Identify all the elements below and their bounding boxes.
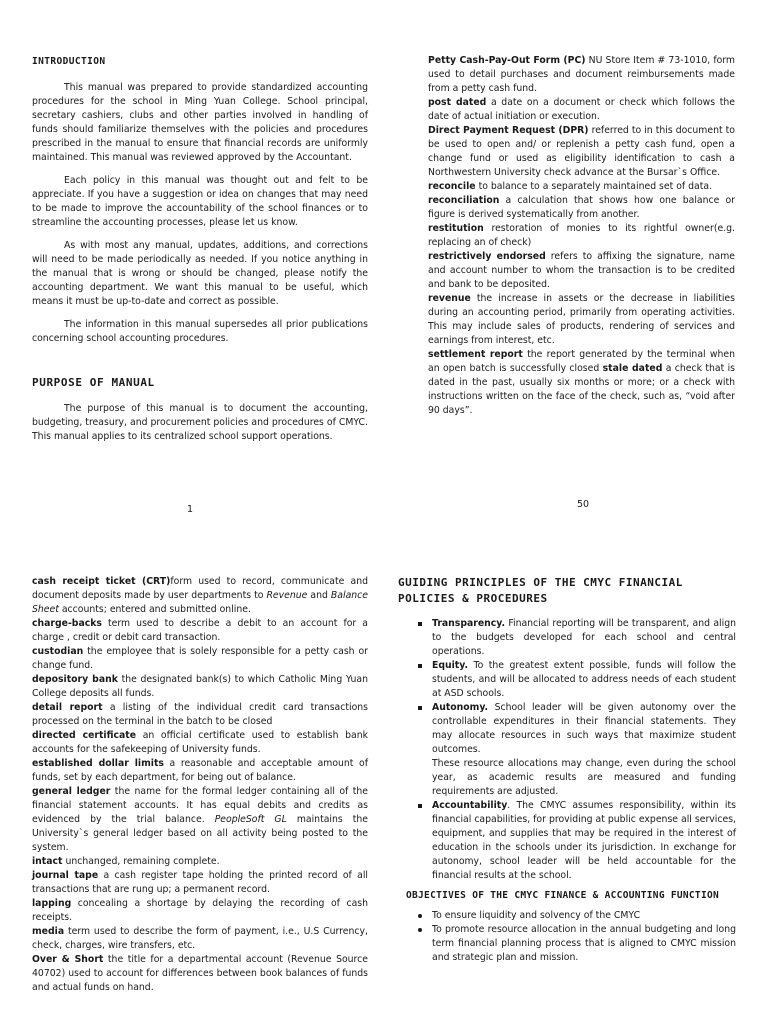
intro-paragraph-4: The information in this manual supersedes all prior publications concerning school accounting procedures. bbox=[32, 319, 368, 344]
glossary-term: restrictively endorsed bbox=[428, 251, 546, 262]
glossary-entry: revenue the increase in assets or the decrease in liabilities during an accounting period, primarily from operating activities. This may include sales of products, rendering of services and earnings from interest, etc. bbox=[428, 293, 735, 346]
glossary-term: detail report bbox=[32, 702, 103, 713]
intro-paragraph-3: As with most any manual, updates, additions, and corrections will need to be made periodically as needed. If you notice anything in the manual that is wrong or should be changed, please notify the accounting department. We want this manual to be useful, which means it must be up-to-date and correct as possible. bbox=[32, 240, 368, 307]
glossary-entry: cash receipt ticket (CRT)form used to record, communicate and document deposits made by user departments to Revenue and Balance Sheet accounts; entered and submitted online. bbox=[32, 576, 368, 615]
glossary-entry: charge-backs term used to describe a debit to an account for a charge , credit or debit card transaction. bbox=[32, 618, 368, 643]
glossary-term: journal tape bbox=[32, 870, 99, 881]
glossary-entry: media term used to describe the form of payment, i.e., U.S Currency, check, charges, wire transfers, etc. bbox=[32, 926, 368, 951]
list-item: Autonomy. School leader will be given autonomy over the controllable expenditures in their financial statements. They may allocate resources in such ways that maximize student outcomes. These resource allocations may change, even during the school year, as academic results are measured and funding requirements are adjusted. bbox=[398, 701, 736, 799]
list-item: Equity. To the greatest extent possible, funds will follow the students, and will be allocated to address needs of each student at ASD schools. bbox=[398, 659, 736, 701]
glossary-entry: custodian the employee that is solely responsible for a petty cash or change fund. bbox=[32, 646, 368, 671]
glossary-term: directed certificate bbox=[32, 730, 137, 741]
glossary-entry: intact unchanged, remaining complete. bbox=[32, 856, 220, 867]
glossary-entry: settlement report the report generated by the terminal when an open batch is successfully closed stale dated a check that is dated in the past, usually six months or more; or a check with instructions written on the face of the check, such as, “void after 90 days”. bbox=[428, 349, 735, 416]
guiding-principles-page bbox=[398, 575, 736, 965]
glossary-term: revenue bbox=[428, 293, 471, 304]
glossary-page-2 bbox=[32, 575, 368, 995]
objectives-heading: OBJECTIVES OF THE CMYC FINANCE & ACCOUNTING FUNCTION bbox=[406, 890, 720, 901]
intro-page bbox=[32, 55, 368, 453]
glossary-term: intact bbox=[32, 856, 63, 867]
glossary-entry: reconciliation a calculation that shows how one balance or figure is derived systematically from another. bbox=[428, 195, 735, 220]
glossary-term: custodian bbox=[32, 646, 84, 657]
objectives-list bbox=[398, 909, 736, 965]
glossary-term: Petty Cash-Pay-Out Form (PC) bbox=[428, 55, 586, 66]
glossary-entry: directed certificate an official certificate used to establish bank accounts for the safekeeping of University funds. bbox=[32, 730, 368, 755]
glossary-entry: depository bank the designated bank(s) to which Catholic Ming Yuan College deposits all funds. bbox=[32, 674, 369, 699]
introduction-heading: INTRODUCTION bbox=[32, 56, 106, 67]
glossary-term: restitution bbox=[428, 223, 484, 234]
glossary-entry: lapping concealing a shortage by delaying the recording of cash receipts. bbox=[32, 898, 368, 923]
glossary-entry: post dated a date on a document or check which follows the date of actual initiation or execution. bbox=[428, 97, 735, 122]
list-item: Transparency. Financial reporting will be transparent, and align to the budgets developed for each school and central operations. bbox=[398, 617, 736, 659]
glossary-term: Direct Payment Request (DPR) bbox=[428, 125, 589, 136]
glossary-entry: detail report a listing of the individual credit card transactions processed on the terminal in the batch to be closed bbox=[32, 702, 369, 727]
glossary-term: media bbox=[32, 926, 65, 937]
glossary-entry: restrictively endorsed refers to affixing the signature, name and account number to whom the transaction is to be credited and bank to be deposited. bbox=[428, 251, 735, 290]
glossary-term: charge-backs bbox=[32, 618, 102, 629]
glossary-entry: restitution restoration of monies to its rightful owner(e.g. replacing an of check) bbox=[428, 223, 735, 248]
glossary-term: lapping bbox=[32, 898, 72, 909]
glossary-term: depository bank bbox=[32, 674, 118, 685]
glossary-entry: Petty Cash-Pay-Out Form (PC) NU Store Item # 73-1010, form used to detail purchases and document reimbursements made from a petty cash fund. bbox=[428, 55, 735, 94]
glossary-entry: general ledger the name for the formal ledger containing all of the financial statement accounts. It has equal debits and credits as evidenced by the trial balance. PeopleSoft GL maintains the University`s general ledger based on all activity being posted to the system. bbox=[32, 786, 369, 853]
list-item: Accountability. The CMYC assumes responsibility, within its financial capabilities, for providing at public expense all services, equipment, and supplies that may be required in the interest of education in the schools under its jurisdiction. In exchange for autonomy, school leader will be held accountable for the financial results at the school. bbox=[398, 799, 736, 883]
intro-paragraph-2: Each policy in this manual was thought out and felt to be appreciate. If you have a suggestion or idea on changes that may need to be made to improve the accountability of the school finances or to streamline the accounting processes, please let us know. bbox=[32, 175, 368, 228]
purpose-heading: PURPOSE OF MANUAL bbox=[32, 376, 155, 389]
intro-paragraph-1: This manual was prepared to provide standardized accounting procedures for the school in Ming Yuan College. School principal, secretary cashiers, clubs and other parties involved in handling of funds should familiarize themselves with the policies and procedures prescribed in the manual to ensure that financial records are uniformly maintained. This manual was reviewed approved by the Accountant. bbox=[32, 82, 368, 163]
glossary-entry: established dollar limits a reasonable and acceptable amount of funds, set by each department, for being out of balance. bbox=[32, 758, 368, 783]
glossary-entry: Over & Short the title for a departmental account (Revenue Source 40702) used to account for differences between book balances of funds and actual funds on hand. bbox=[32, 954, 369, 993]
list-item: To promote resource allocation in the annual budgeting and long term financial planning process that is aligned to CMYC mission and strategic plan and mission. bbox=[398, 923, 736, 965]
glossary-term: reconcile bbox=[428, 181, 476, 192]
glossary-term: Over & Short bbox=[32, 954, 104, 965]
glossary-term: general ledger bbox=[32, 786, 111, 797]
glossary-entry: reconcile to balance to a separately maintained set of data. bbox=[428, 181, 713, 192]
page-number-1: 1 bbox=[187, 504, 194, 515]
guiding-principles-list bbox=[398, 617, 736, 883]
glossary-entry: journal tape a cash register tape holding the printed record of all transactions that are rung up; a permanent record. bbox=[32, 870, 369, 895]
list-item: To ensure liquidity and solvency of the CMYC bbox=[398, 909, 736, 923]
guiding-principles-heading: GUIDING PRINCIPLES OF THE CMYC FINANCIAL POLICIES & PROCEDURES bbox=[398, 576, 683, 605]
glossary-term: post dated bbox=[428, 97, 487, 108]
glossary-entry: Direct Payment Request (DPR) referred to in this document to be used to open and/ or replenish a petty cash fund, open a change fund or used as eligibility identification to cash a Northwestern University check advance at the Bursar`s Office. bbox=[428, 125, 735, 178]
page-number-50: 50 bbox=[577, 499, 590, 510]
purpose-paragraph: The purpose of this manual is to document the accounting, budgeting, treasury, and procurement policies and procedures of CMYC. This manual applies to its centralized school support operations. bbox=[32, 403, 368, 442]
glossary-term: cash receipt ticket (CRT) bbox=[32, 576, 171, 587]
glossary-page-50 bbox=[428, 54, 735, 418]
glossary-term: reconciliation bbox=[428, 195, 500, 206]
glossary-term: settlement report bbox=[428, 349, 523, 360]
glossary-term: established dollar limits bbox=[32, 758, 164, 769]
glossary-term: stale dated bbox=[602, 363, 663, 374]
